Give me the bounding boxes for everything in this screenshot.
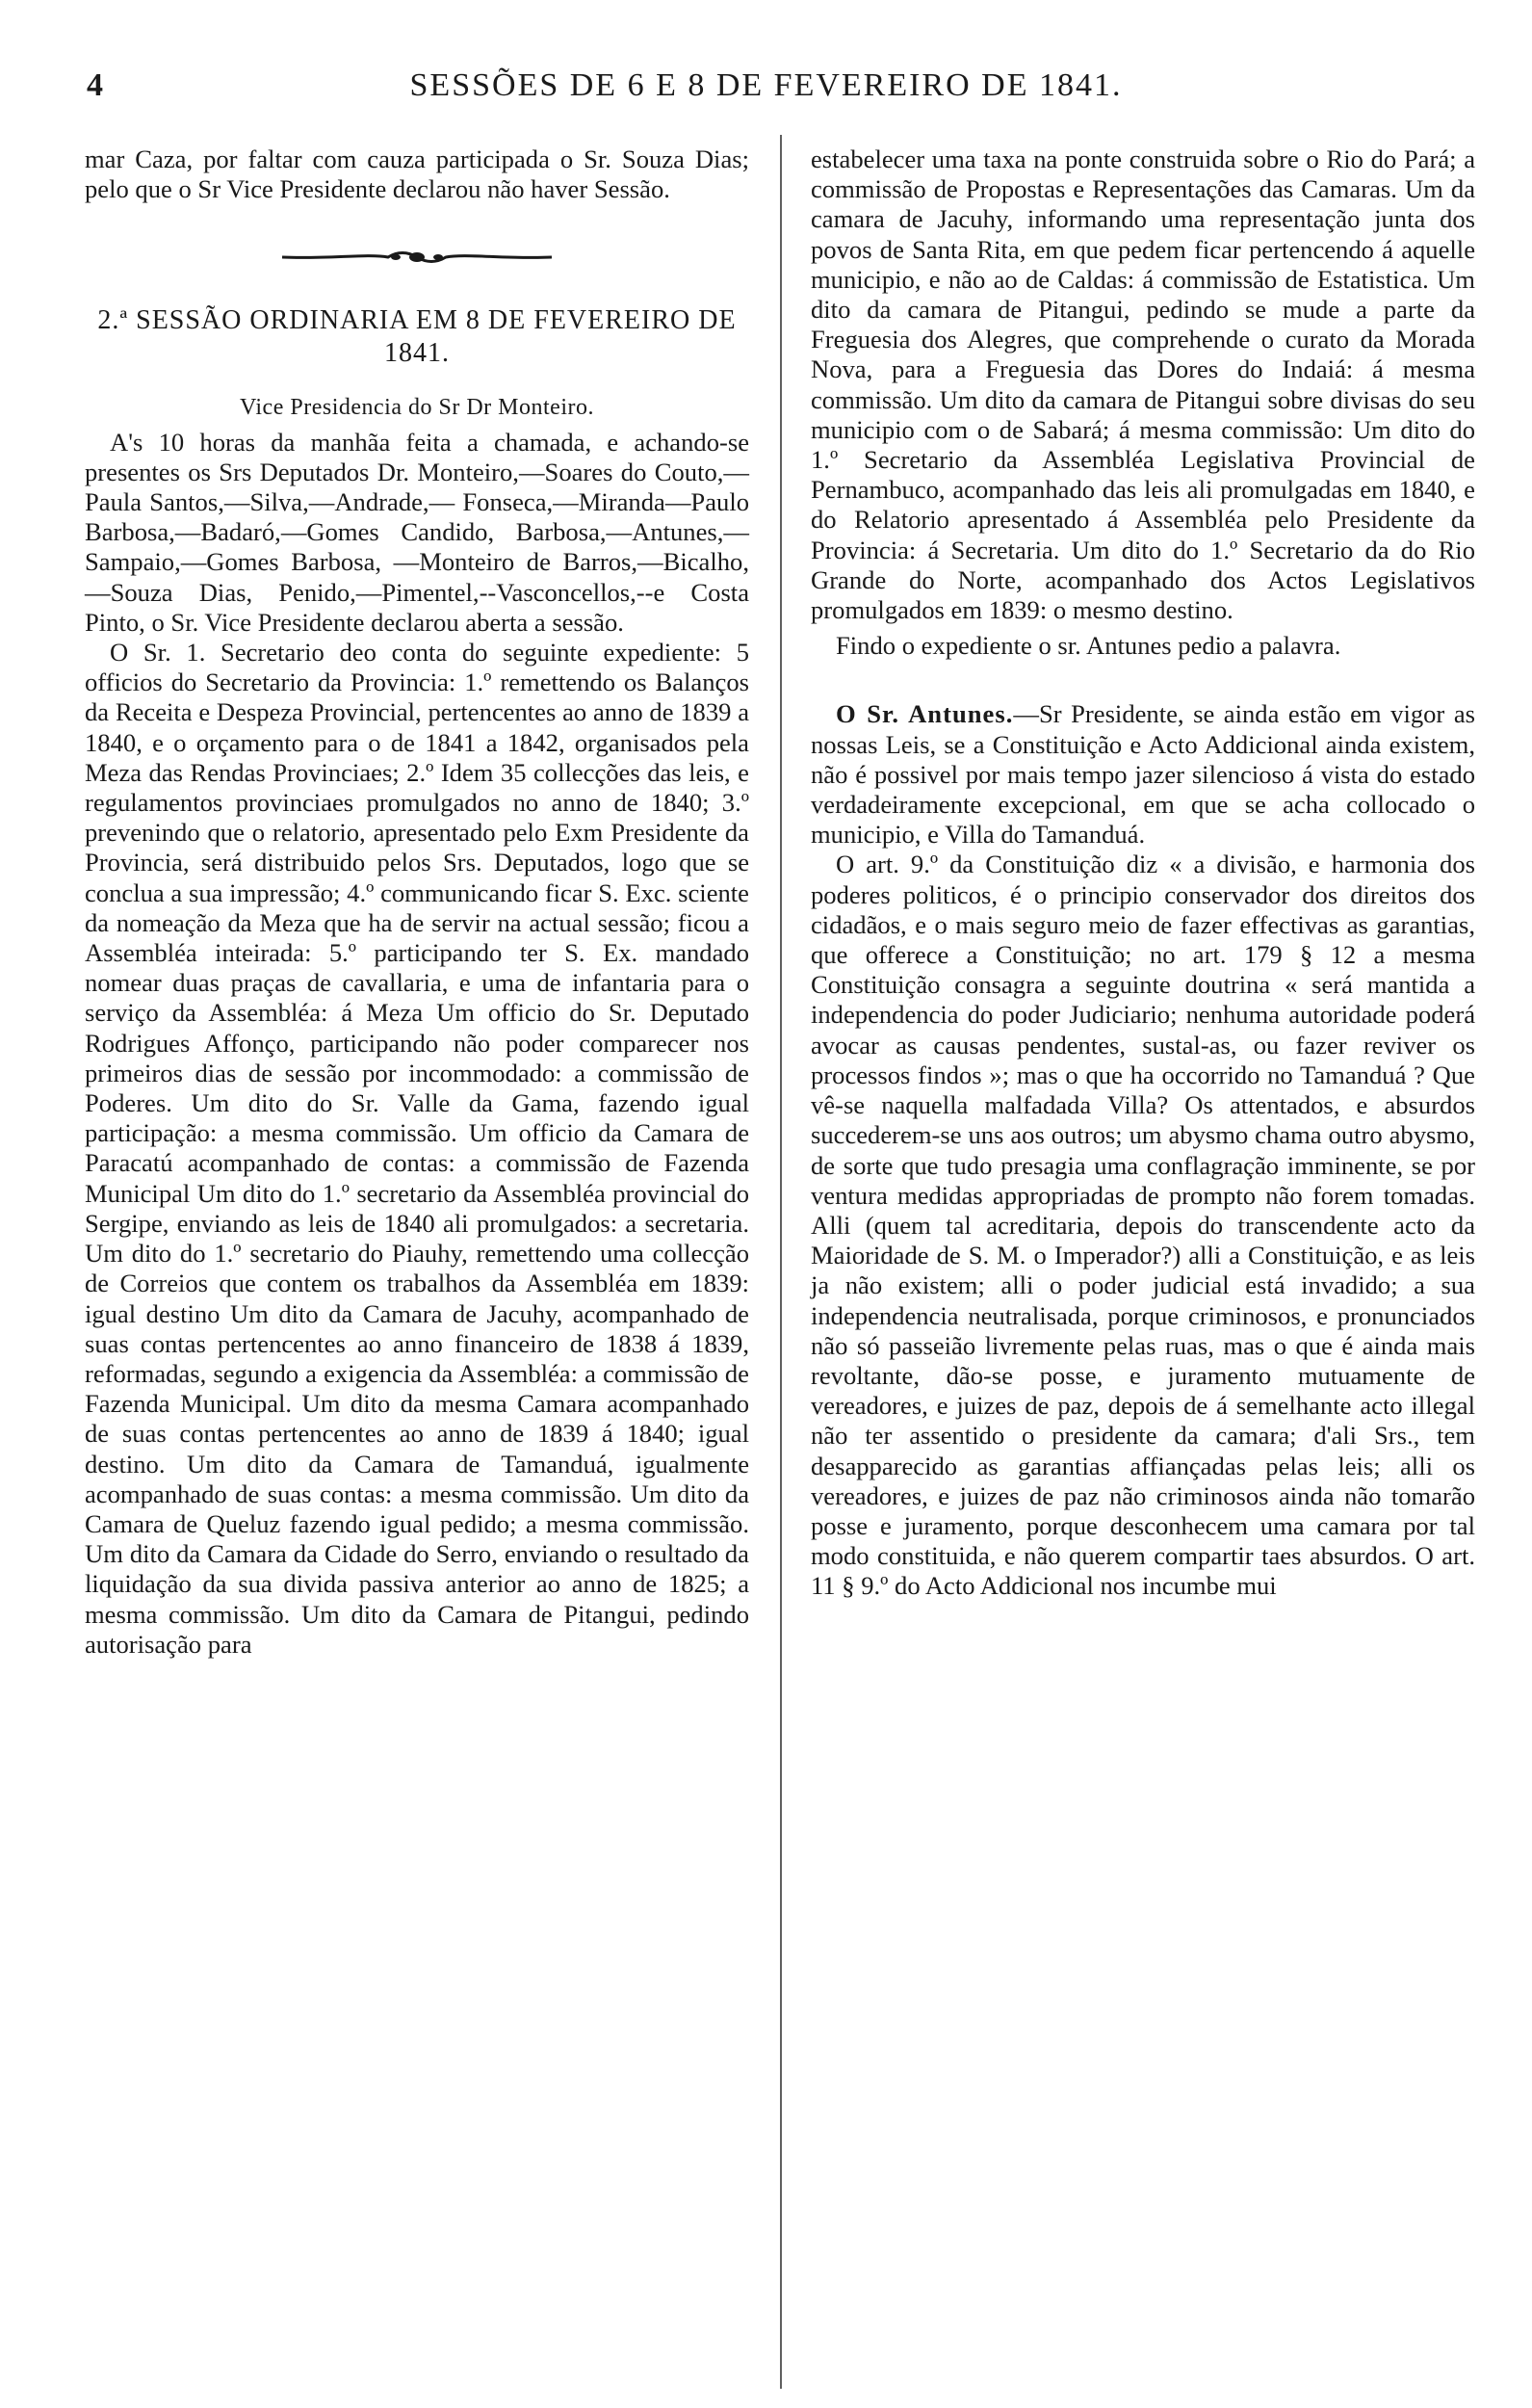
speaker-name: O Sr. Antunes.: [836, 699, 1014, 729]
findo-paragraph: Findo o expediente o sr. Antunes pedio a palavra.: [836, 631, 1341, 661]
expediente-paragraph: O Sr. 1. Secretario deo conta do seguinte expediente: 5 officios do Secretario da Provincia: 1.º remettendo os Balanços da Receita e Despeza Provincial, pertencentes ao anno de 1839 a 1840, e o orçamento para o de 1841 a 1842, organisados pela Meza das Rendas Provinciaes; 2.º Idem 35 collecções das leis, e regulamentos provinciaes promulgados no anno de 1840; 3.º prevenindo que o relatorio, apresentado pelo Exm Presidente da Provincia, será distribuido pelos Srs. Deputados, logo que se conclua a sua impressão; 4.º communicando ficar S. Exc. sciente da nomeação da Meza que ha de servir na actual sessão; ficou a Assembléa inteirada: 5.º participando ter S. Ex. mandado nomear duas praças de cavallaria, e uma de infantaria para o serviço da Assembléa: á Meza Um officio do Sr. Deputado Rodrigues Affonço, participando não poder comparecer nos primeiros dias de sessão por incommodado: a commissão de Poderes. Um dito do Sr. Valle da Gama, fazendo igual participação: a mesma commissão. Um officio da Camara de Paracatú acompanhado de contas: a commissão de Fazenda Municipal Um dito do 1.º secretario da Assembléa provincial do Sergipe, enviando as leis de 1840 ali promulgados: a secretaria. Um dito do 1.º secretario do Piauhy, remettendo uma collecção de Correios que contem os trabalhos da Assembléa em 1839: igual destino Um dito da Camara de Jacuhy, acompanhado de suas contas pertencentes ao anno financeiro de 1838 á 1839, reformadas, segundo a exigencia da Assembléa: a commissão de Fazenda Municipal. Um dito da mesma Camara acompanhado de suas contas pertencentes ao anno de 1839 á 1840; igual destino. Um dito da Camara de Tamanduá, igualmente acompanhado de suas contas: a mesma commissão. Um dito da Camara de Queluz fazendo igual pedido; a mesma commissão. Um dito da Camara da Cidade do Serro, enviando o resultado da liquidação da sua divida passiva anterior ao anno de 1825; a mesma commissão. Um dito da Camara de Pitangui, pedindo autorisação para: [85, 638, 749, 1659]
continued-paragraph: estabelecer uma taxa na ponte construida sobre o Rio do Pará; a commissão de Propostas e Representações das Camaras. Um da camara de Jacuhy, informando uma representação junta dos povos de Santa Rita, em que pedem ficar pertencendo á aquelle municipio, e não ao de Caldas: á commissão de Estatistica. Um dito da camara de Pitangui, pedindo se mude a parte da Freguesia dos Alegres, que comprehende o curato da Morada Nova, para a Freguesia das Dores do Indaiá: á mesma commissão. Um dito da camara de Pitangui sobre divisas do seu municipio com o de Sabará; á mesma commissão: Um dito do 1.º Secretario da Assembléa Legislativa Provincial de Pernambuco, acompanhado das leis ali promulgadas em 1840, e do Relatorio apresentado á Assembléa pelo Presidente da Provincia: á Secretaria. Um dito do 1.º Secretario da do Rio Grande do Norte, acompanhado dos Actos Legislativos promulgados em 1839: o mesmo destino.: [811, 144, 1475, 625]
left-column: [85, 144, 749, 1660]
speech-text-1: —Sr Presidente, se ainda estão em vigor as nossas Leis, se a Constituição e Acto Addicional ainda existem, não é possivel por mais tempo jazer silencioso á vista do estado verdadeiramente excepcional, em que se acha collocado o municipio, e Villa do Tamanduá.: [811, 699, 1475, 850]
presidency-line: Vice Presidencia do Sr Dr Monteiro.: [240, 395, 594, 421]
section-title: 2.ª SESSÃO ORDINARIA EM 8 DE FEVEREIRO DE 1841.: [97, 305, 737, 369]
page-number: 4: [87, 67, 103, 103]
running-head: SESSÕES DE 6 E 8 DE FEVEREIRO DE 1841.: [409, 67, 1123, 103]
decorative-rule-ornament: [85, 247, 749, 268]
roll-call-paragraph: A's 10 horas da manhãa feita a chamada, e achando-se presentes os Srs Deputados Dr. Monteiro,—Soares do Couto,—Paula Santos,—Silva,—Andrade,— Fonseca,—Miranda—Paulo Barbosa,—Badaró,—Gomes Candido, Barbosa,—Antunes,—Sampaio,—Gomes Barbosa, —Monteiro de Barros,—Bicalho,—Souza Dias, Penido,—Pimentel,--Vasconcellos,--e Costa Pinto, o Sr. Vice Presidente declarou aberta a sessão.: [85, 427, 749, 637]
speech-paragraph-1: [811, 699, 1475, 850]
column-rule: [780, 135, 782, 2389]
speech-paragraph-2: O art. 9.º da Constituição diz « a divisão, e harmonia dos poderes politicos, é o principio conservador dos direitos dos cidadãos, e o mais seguro meio de fazer effectivas as garantias, que offerece a Constituição; no art. 179 § 12 a mesma Constituição consagra a seguinte doutrina « será mantida a independencia do poder Judiciario; nenhuma autoridade poderá avocar as causas pendentes, sustal-as, ou fazer reviver os processos findos »; mas o que ha occorrido no Tamanduá ? Que vê-se naquella malfadada Villa? Os attentados, e absurdos succederem-se uns aos outros; um abysmo chama outro abysmo, de sorte que tudo presagia uma conflagração imminente, se por ventura medidas appropriadas de prompto não forem tomadas. Alli (quem tal acreditaria, depois do transcendente acto da Maioridade de S. M. o Imperador?) alli a Constituição, e as leis ja não existem; alli o poder judicial está invadido; a sua independencia neutralisada, porque criminosos, e pronunciados não só passeião livremente pelas ruas, mas o que é ainda mais revoltante, dão-se posse, e juramento mutuamente de vereadores, e juizes de paz, depois de á semelhante acto illegal não ter assentido o presidente da camara; d'ali Srs., tem desapparecido as garantias affiançadas pelas leis; alli os vereadores, e juizes de paz não criminosos ainda não tomarão posse e juramento, porque desconhecem uma camara por tal modo constituida, e não querem compartir taes absurdos. O art. 11 § 9.º do Acto Addicional nos incumbe mui: [811, 850, 1475, 1601]
opening-paragraph: mar Caza, por faltar com cauza participada o Sr. Souza Dias; pelo que o Sr Vice Presidente declarou não haver Sessão.: [85, 144, 749, 204]
right-column: [811, 144, 1475, 1602]
